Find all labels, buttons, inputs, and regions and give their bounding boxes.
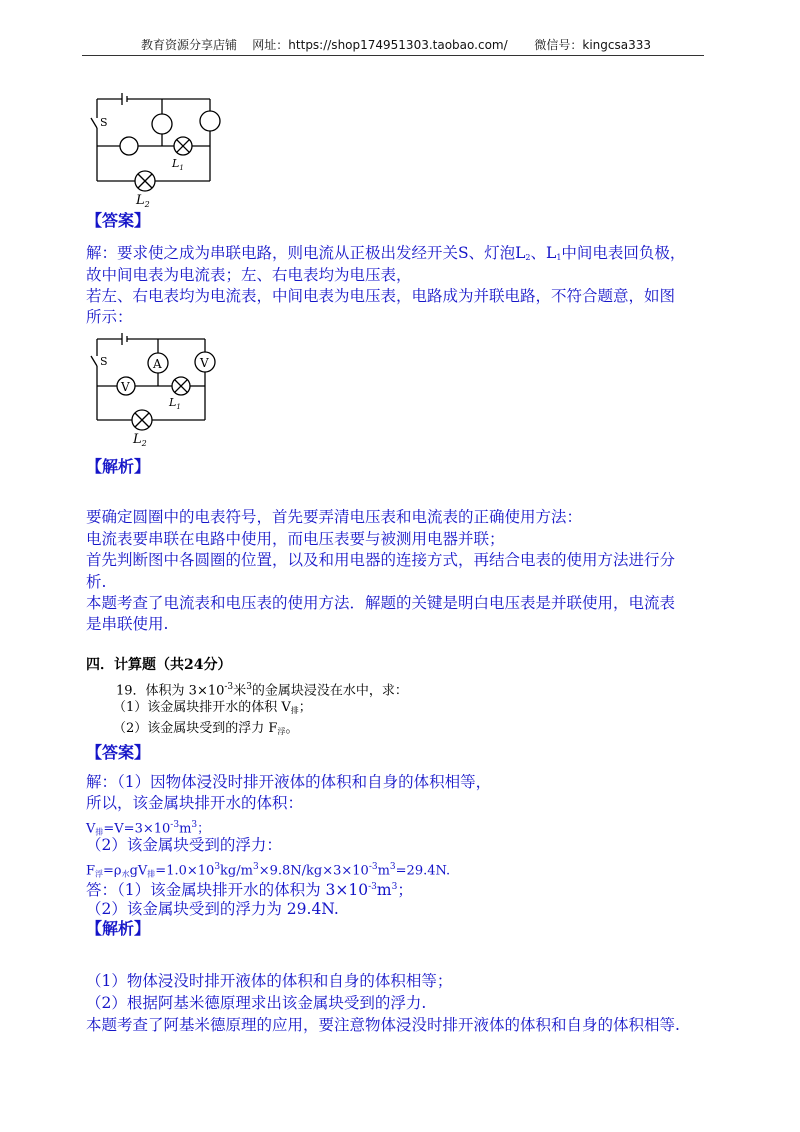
- answer-line: 若左、右电表均为电流表，中间电表为电压表，电路成为并联电路，不符合题意，如图: [86, 287, 676, 305]
- answer-line: 解：要求使之成为串联电路，则电流从正极出发经开关S、灯泡$L_2$、$L_1$中间电表回负极，: [86, 244, 686, 262]
- answer-line: 答：（1）该金属块排开水的体积为 $3\times 10^{-3}m^3$；: [86, 881, 413, 900]
- answer-line: 所示：: [86, 308, 133, 326]
- voltmeter-right-label: V: [200, 356, 209, 370]
- lamp-l1-label: $L_1$: [172, 157, 184, 172]
- ammeter-label: A: [153, 357, 162, 371]
- answer-heading: 【答案】: [86, 743, 151, 762]
- answer-line: （2）该金属块受到的浮力为 29.4N.: [86, 900, 339, 918]
- circuit-diagram-answer: [80, 330, 230, 450]
- question-19-part-1: （1）该金属块排开水的体积 $V_排$；: [113, 700, 312, 715]
- analysis-line: 首先判断图中各圆圈的位置，以及和用电器的连接方式，再结合电表的使用方法进行分: [86, 551, 676, 569]
- lamp-l1-label: $L_1$: [169, 396, 181, 411]
- answer-heading: 【答案】: [86, 211, 151, 230]
- analysis-line: 本题考查了阿基米德原理的应用，要注意物体浸没时排开液体的体积和自身的体积相等.: [86, 1016, 680, 1034]
- analysis-line: 析.: [86, 573, 107, 591]
- section-title: 四．计算题（共24分）: [86, 657, 232, 673]
- question-19-part-2: （2）该金属块受到的浮力 $F_浮$。: [113, 721, 299, 736]
- site-label: 网址：: [252, 38, 289, 52]
- analysis-heading: 【解析】: [86, 457, 151, 476]
- analysis-heading: 【解析】: [86, 919, 151, 938]
- lamp-l2-label: $L_2$: [136, 193, 150, 209]
- analysis-line: 是串联使用.: [86, 615, 169, 633]
- page-header: [90, 36, 702, 53]
- header-divider: [82, 55, 704, 56]
- question-19: 19．体积为 $3\times 10^{-3}$米$^3$的金属块浸没在水中，求：: [116, 682, 408, 699]
- circuit-diagram-blank: [80, 90, 230, 210]
- answer-line: （2）该金属块受到的浮力：: [86, 836, 282, 854]
- analysis-line: （1）物体浸没时排开液体的体积和自身的体积相等；: [86, 972, 453, 990]
- answer-line: 所以，该金属块排开水的体积：: [86, 794, 304, 812]
- wechat-id: kingcsa333: [582, 38, 651, 52]
- answer-line: 解：（1）因物体浸没时排开液体的体积和自身的体积相等，: [86, 773, 492, 791]
- answer-line: 故中间电表为电流表；左、右电表均为电压表，: [86, 266, 412, 284]
- shop-name: 教育资源分享店铺: [141, 38, 238, 52]
- analysis-line: （2）根据阿基米德原理求出该金属块受到的浮力.: [86, 994, 427, 1012]
- analysis-line: 电流表要串联在电路中使用，而电压表要与被测用电器并联；: [86, 530, 505, 548]
- wechat-label: 微信号：: [534, 38, 583, 52]
- voltmeter-left-label: V: [121, 380, 130, 394]
- analysis-line: 要确定圆圈中的电表符号，首先要弄清电压表和电流表的正确使用方法：: [86, 508, 583, 526]
- answer-formula: $V_排=V=3\times 10^{-3}m^3$；: [86, 820, 211, 837]
- site-url[interactable]: https://shop174951303.taobao.com/: [288, 38, 508, 52]
- switch-label: S: [100, 116, 108, 129]
- answer-formula: $F_浮=\rho_水gV_排=1.0\times 10^3kg/m^3\times 9.8N/kg\times 3\times 10^{-3}m^3=29.4N$.: [86, 862, 451, 879]
- lamp-l2-label: $L_2$: [133, 432, 147, 448]
- switch-label: S: [100, 355, 108, 368]
- analysis-line: 本题考查了电流表和电压表的使用方法．解题的关键是明白电压表是并联使用，电流表: [86, 594, 676, 612]
